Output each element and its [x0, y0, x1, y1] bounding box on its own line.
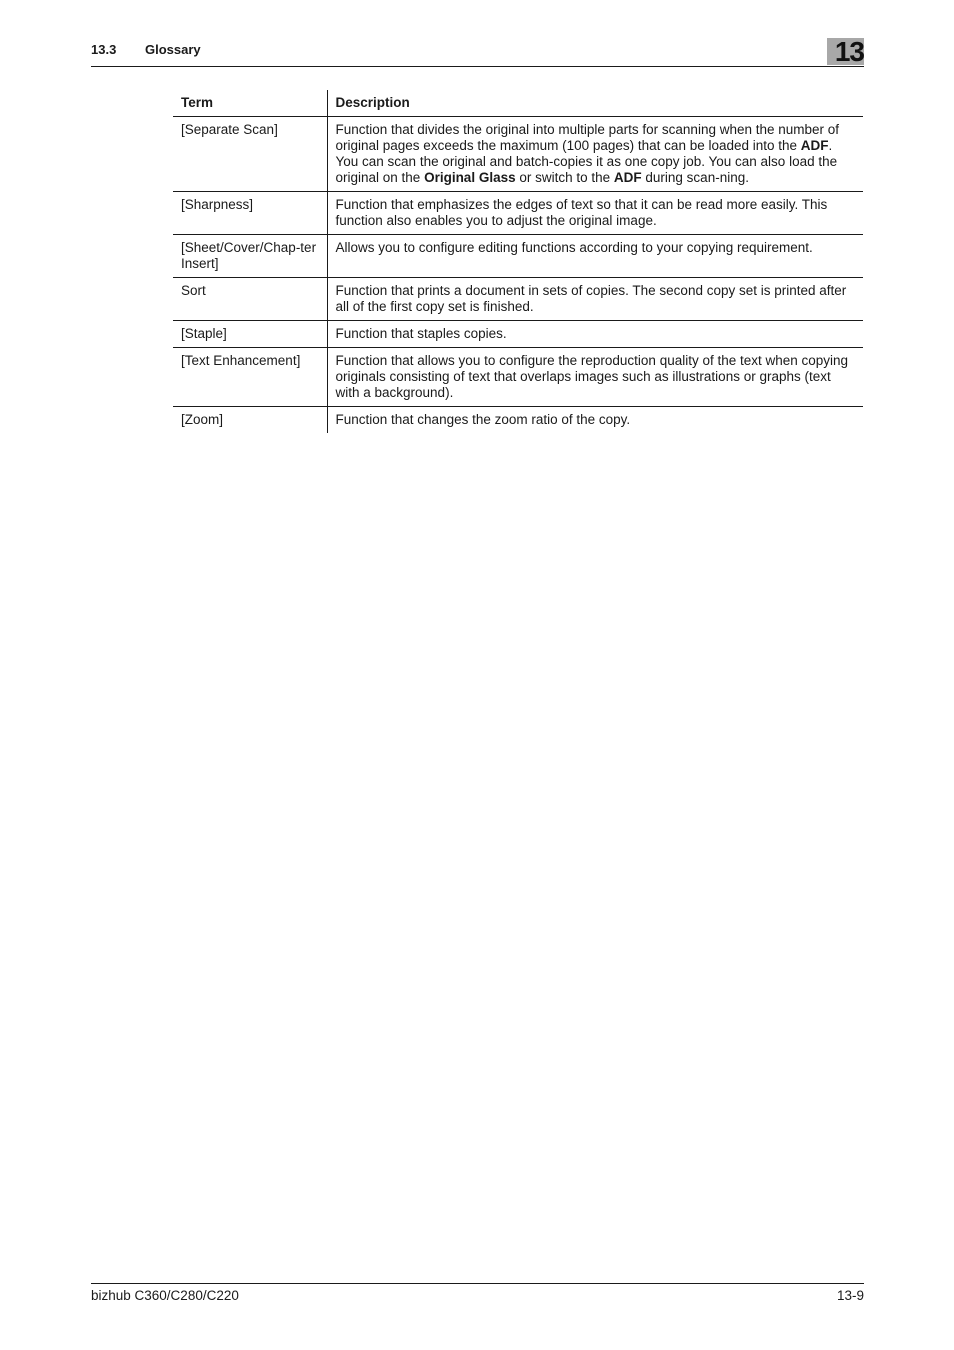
description-cell	[327, 235, 863, 278]
description-text: Function that prints a document in sets of copies. The second copy set is printed after all of the first copy set is finished.	[335, 283, 847, 314]
term-cell: [Staple]	[173, 321, 327, 348]
term-cell: Sort	[173, 278, 327, 321]
description-text: . You can scan the original and batch-copies it as one copy job. You can also load the original on the	[335, 138, 838, 185]
section-number: 13.3	[91, 42, 117, 57]
glossary-table	[173, 90, 863, 433]
table-row	[173, 278, 863, 321]
table-row	[173, 192, 863, 235]
description-emphasis: Original Glass	[424, 170, 516, 185]
description-text: Function that staples copies.	[335, 326, 507, 341]
table-row	[173, 407, 863, 434]
glossary-body	[173, 117, 863, 434]
footer-page-number: 13-9	[836, 1288, 864, 1303]
description-emphasis: ADF	[800, 138, 829, 153]
description-text: during scan-ning.	[641, 170, 749, 185]
page-header	[91, 0, 864, 67]
description-text: Function that emphasizes the edges of text so that it can be read more easily. This function also enables you to adjust the original image.	[335, 197, 828, 228]
table-row	[173, 348, 863, 407]
footer-product-name: bizhub C360/C280/C220	[91, 1288, 239, 1303]
chapter-number: 13	[834, 36, 864, 67]
description-text: or switch to the	[515, 170, 614, 185]
description-cell	[327, 192, 863, 235]
term-cell: [Sharpness]	[173, 192, 327, 235]
description-text: Function that allows you to configure the reproduction quality of the text when copying originals consisting of text that overlaps images such as illustrations or graphs (text with a background).	[335, 353, 849, 400]
description-text: Function that divides the original into multiple parts for scanning when the number of original pages exceeds the maximum (100 pages) that can be loaded into the	[335, 122, 840, 153]
description-cell	[327, 348, 863, 407]
table-row	[173, 321, 863, 348]
page-footer	[91, 1283, 864, 1303]
description-emphasis: ADF	[613, 170, 642, 185]
section-title: Glossary	[145, 42, 201, 57]
description-text: Allows you to configure editing functions according to your copying requirement.	[335, 240, 813, 255]
column-header-term: Term	[173, 90, 327, 117]
term-cell: [Zoom]	[173, 407, 327, 434]
table-row	[173, 235, 863, 278]
term-cell: [Separate Scan]	[173, 117, 327, 192]
description-cell	[327, 278, 863, 321]
column-header-description: Description	[327, 90, 863, 117]
table-header-row	[173, 90, 863, 117]
description-cell	[327, 321, 863, 348]
description-cell	[327, 117, 863, 192]
table-row	[173, 117, 863, 192]
description-cell	[327, 407, 863, 434]
term-cell: [Sheet/Cover/Chap-ter Insert]	[173, 235, 327, 278]
term-cell: [Text Enhancement]	[173, 348, 327, 407]
description-text: Function that changes the zoom ratio of the copy.	[335, 412, 631, 427]
